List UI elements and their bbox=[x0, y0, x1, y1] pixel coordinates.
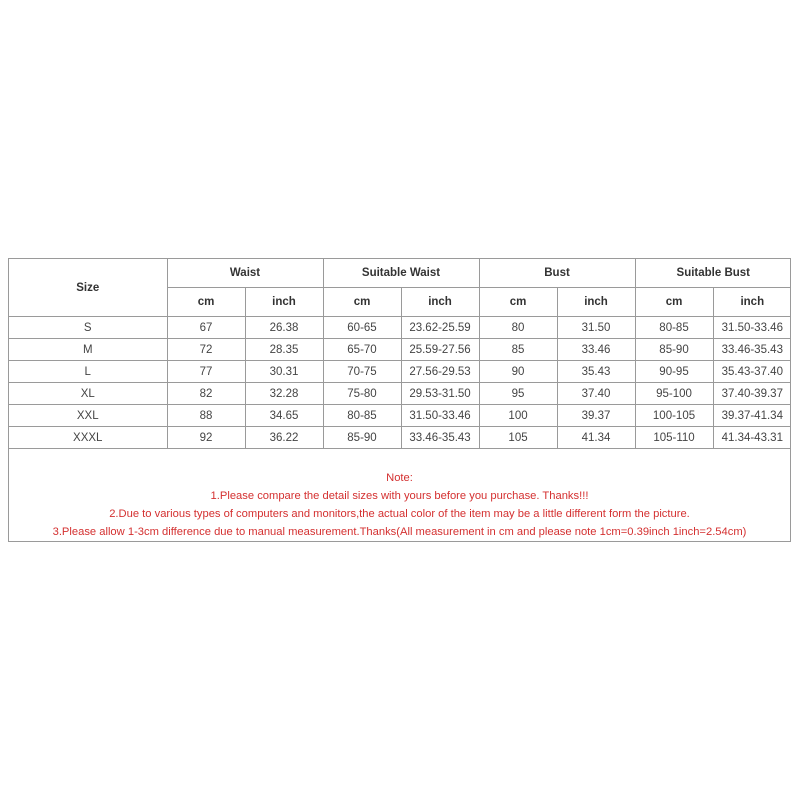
table-cell: 95 bbox=[479, 383, 557, 405]
table-cell: 75-80 bbox=[323, 383, 401, 405]
table-cell: 23.62-25.59 bbox=[401, 317, 479, 339]
table-row bbox=[9, 361, 791, 383]
table-cell: 35.43-37.40 bbox=[713, 361, 791, 383]
unit-header: inch bbox=[401, 288, 479, 317]
table-cell: 85-90 bbox=[323, 427, 401, 449]
unit-header: inch bbox=[557, 288, 635, 317]
table-cell: 90 bbox=[479, 361, 557, 383]
table-cell: 67 bbox=[167, 317, 245, 339]
group-header-bust: Bust bbox=[479, 259, 635, 288]
table-row bbox=[9, 317, 791, 339]
table-cell: 39.37 bbox=[557, 405, 635, 427]
table-cell: 80-85 bbox=[635, 317, 713, 339]
group-header-suitable-bust: Suitable Bust bbox=[635, 259, 791, 288]
table-cell: 28.35 bbox=[245, 339, 323, 361]
size-cell: S bbox=[9, 317, 167, 339]
table-cell: 82 bbox=[167, 383, 245, 405]
group-header-waist: Waist bbox=[167, 259, 323, 288]
table-cell: 77 bbox=[167, 361, 245, 383]
table-cell: 100 bbox=[479, 405, 557, 427]
table-cell: 88 bbox=[167, 405, 245, 427]
table-cell: 100-105 bbox=[635, 405, 713, 427]
table-cell: 31.50-33.46 bbox=[713, 317, 791, 339]
table-cell: 70-75 bbox=[323, 361, 401, 383]
table-cell: 25.59-27.56 bbox=[401, 339, 479, 361]
table-cell: 34.65 bbox=[245, 405, 323, 427]
notes bbox=[9, 469, 790, 541]
unit-header: inch bbox=[245, 288, 323, 317]
table-cell: 85 bbox=[479, 339, 557, 361]
table-cell: 37.40 bbox=[557, 383, 635, 405]
size-column-header: Size bbox=[9, 259, 167, 317]
table-cell: 33.46-35.43 bbox=[713, 339, 791, 361]
table-cell: 33.46 bbox=[557, 339, 635, 361]
table-cell: 35.43 bbox=[557, 361, 635, 383]
size-cell: L bbox=[9, 361, 167, 383]
table-cell: 80 bbox=[479, 317, 557, 339]
unit-header: cm bbox=[635, 288, 713, 317]
unit-header: cm bbox=[323, 288, 401, 317]
size-cell: M bbox=[9, 339, 167, 361]
note-line-1: 1.Please compare the detail sizes with yours before you purchase. Thanks!!! bbox=[210, 490, 589, 502]
table-cell: 30.31 bbox=[245, 361, 323, 383]
table-cell: 27.56-29.53 bbox=[401, 361, 479, 383]
table-cell: 41.34-43.31 bbox=[713, 427, 791, 449]
table-cell: 90-95 bbox=[635, 361, 713, 383]
table-cell: 29.53-31.50 bbox=[401, 383, 479, 405]
group-header-suitable-waist: Suitable Waist bbox=[323, 259, 479, 288]
unit-header: inch bbox=[713, 288, 791, 317]
note-line-3: 3.Please allow 1-3cm difference due to manual measurement.Thanks(All measurement in cm and please note 1cm=0.39inch 1inch=2.54cm) bbox=[52, 526, 747, 538]
table-row bbox=[9, 405, 791, 427]
table-cell: 65-70 bbox=[323, 339, 401, 361]
table-cell: 105-110 bbox=[635, 427, 713, 449]
table-cell: 31.50 bbox=[557, 317, 635, 339]
table-cell: 80-85 bbox=[323, 405, 401, 427]
table-cell: 95-100 bbox=[635, 383, 713, 405]
size-cell: XXL bbox=[9, 405, 167, 427]
table-cell: 60-65 bbox=[323, 317, 401, 339]
table-cell: 92 bbox=[167, 427, 245, 449]
table-cell: 36.22 bbox=[245, 427, 323, 449]
table-cell: 31.50-33.46 bbox=[401, 405, 479, 427]
table-row bbox=[9, 427, 791, 449]
table-cell: 33.46-35.43 bbox=[401, 427, 479, 449]
unit-header: cm bbox=[167, 288, 245, 317]
note-line-2: 2.Due to various types of computers and monitors,the actual color of the item may be a little different form the picture. bbox=[109, 508, 690, 520]
header-row-groups bbox=[9, 259, 791, 288]
table-cell: 26.38 bbox=[245, 317, 323, 339]
table-cell: 72 bbox=[167, 339, 245, 361]
size-chart bbox=[8, 258, 791, 542]
unit-header: cm bbox=[479, 288, 557, 317]
note-title: Note: bbox=[386, 472, 413, 484]
size-cell: XXXL bbox=[9, 427, 167, 449]
table-row bbox=[9, 383, 791, 405]
size-cell: XL bbox=[9, 383, 167, 405]
table-cell: 85-90 bbox=[635, 339, 713, 361]
size-table bbox=[9, 259, 791, 449]
table-cell: 41.34 bbox=[557, 427, 635, 449]
table-cell: 39.37-41.34 bbox=[713, 405, 791, 427]
table-cell: 105 bbox=[479, 427, 557, 449]
table-cell: 37.40-39.37 bbox=[713, 383, 791, 405]
table-cell: 32.28 bbox=[245, 383, 323, 405]
table-row bbox=[9, 339, 791, 361]
